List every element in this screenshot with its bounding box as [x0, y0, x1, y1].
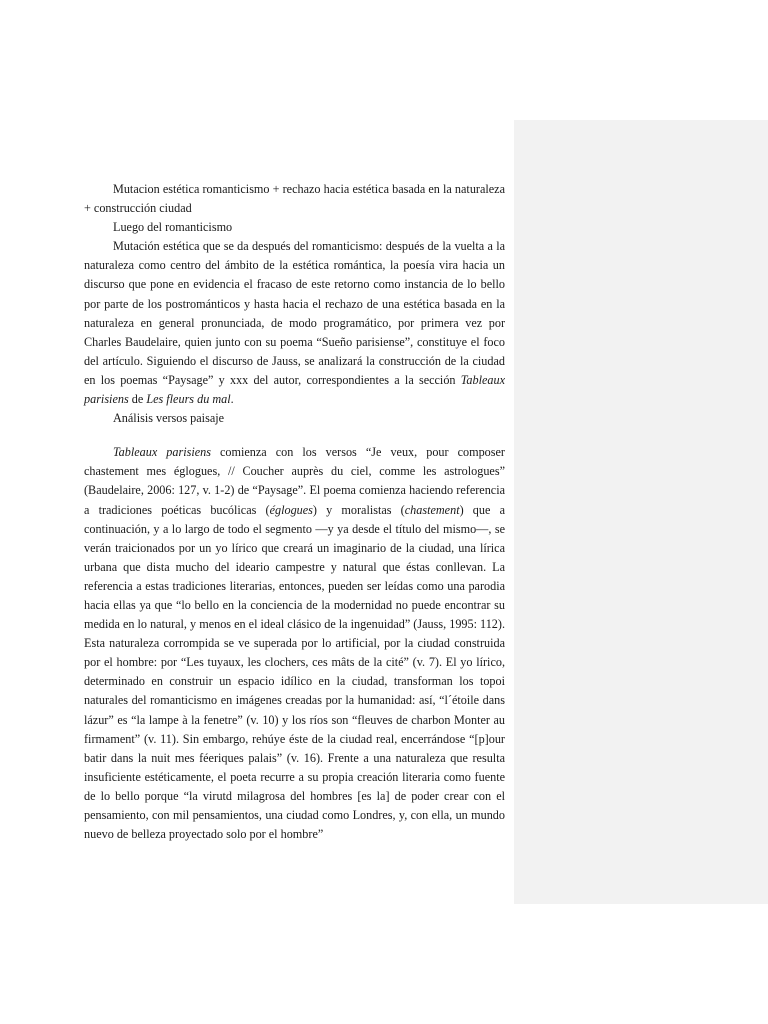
paragraph-analysis — [84, 443, 505, 844]
italic-tableaux-start: Tableaux parisiens — [113, 445, 211, 460]
italic-eglogues: églogues — [269, 502, 313, 517]
paragraph-intro — [84, 237, 505, 409]
paragraph-intro-end: . — [230, 392, 234, 407]
document-body — [84, 180, 505, 844]
italic-chastement: chastement — [404, 502, 460, 517]
subheading-line: Luego del romanticismo — [113, 220, 233, 235]
italic-title-fleurs: Les fleurs du mal — [146, 392, 231, 407]
analysis-heading: Análisis versos paisaje — [113, 411, 225, 426]
paragraph-intro-mid: de — [128, 392, 147, 407]
heading-line: Mutacion estética romanticismo + rechazo hacia estética basada en la naturaleza + construcción ciudad — [84, 182, 505, 216]
comment-pane — [514, 120, 768, 904]
analysis-text-a: comienza con los versos “Je veux, pour composer chastement mes églogues, // Coucher auprès du ciel, comme les astrologues” (Baudelaire, 2006: 127, v. 1-2) de “Paysage”. El poema comienza haciendo referencia a tradiciones poéticas bucólicas ( — [84, 445, 505, 517]
paragraph-intro-text: Mutación estética que se da después del romanticismo: después de la vuelta a la naturaleza como centro del ámbito de la estética romántica, la poesía vira hacia un discurso que pone en evidencia el fracaso de este retorno como instancia de lo bello por parte de los postrománticos y hasta hacia el rechazo de una estética basada en la naturaleza en general pronunciada, de modo programático, por primera vez por Charles Baudelaire, quien junto con su poema “Sueño parisiense”, constituye el foco del artículo. Siguiendo el discurso de Jauss, se analizará la construcción de la ciudad en los poemas “Paysage” y xxx del autor, correspondientes a la sección — [84, 239, 505, 387]
analysis-text-c: ) que a continuación, y a lo largo de todo el segmento —y ya desde el título del mismo—, se verán traicionados por un yo lírico que creará un imaginario de la ciudad, una lírica urbana que dista mucho del ideario campestre y natural que éstas conllevan. La referencia a estas tradiciones literarias, entonces, pueden ser leídas como una parodia hacia ellas ya que “lo bello en la conciencia de la modernidad no puede encontrar su medida en lo natural, y menos en el ideal clásico de la ingenuidad” (Jauss, 1995: 112). Esta naturaleza corrompida se ve superada por lo artificial, por la ciudad construida por el hombre: por “Les tuyaux, les clochers, ces mâts de la cité” (v. 7). El yo lírico, determinado en construir un espacio idílico en la ciudad, transforman los topoi naturales del romanticismo en imágenes creadas por la humanidad: así, “l´étoile dans lázur” es “la lampe à la fenetre” (v. 10) y los ríos son “fleuves de charbon Monter au firmament” (v. 11). Sin embargo, rehúye éste de la ciudad real, encerrándose “[p]our batir dans la nuit mes féeriques palais” (v. 16). Frente a una naturaleza que resulta insuficiente estéticamente, el poeta recurre a su propia creación literaria como fuente de lo bello porque “la virutd milagrosa del hombres [es la] de poder crear con el pensamiento, con mil pensamientos, una ciudad como Londres, y, con ella, un mundo nuevo de belleza proyectado solo por el hombre” — [84, 502, 505, 842]
italic-title-tableaux: Tableaux parisiens — [84, 372, 505, 407]
analysis-text-b: ) y moralistas ( — [312, 502, 405, 517]
